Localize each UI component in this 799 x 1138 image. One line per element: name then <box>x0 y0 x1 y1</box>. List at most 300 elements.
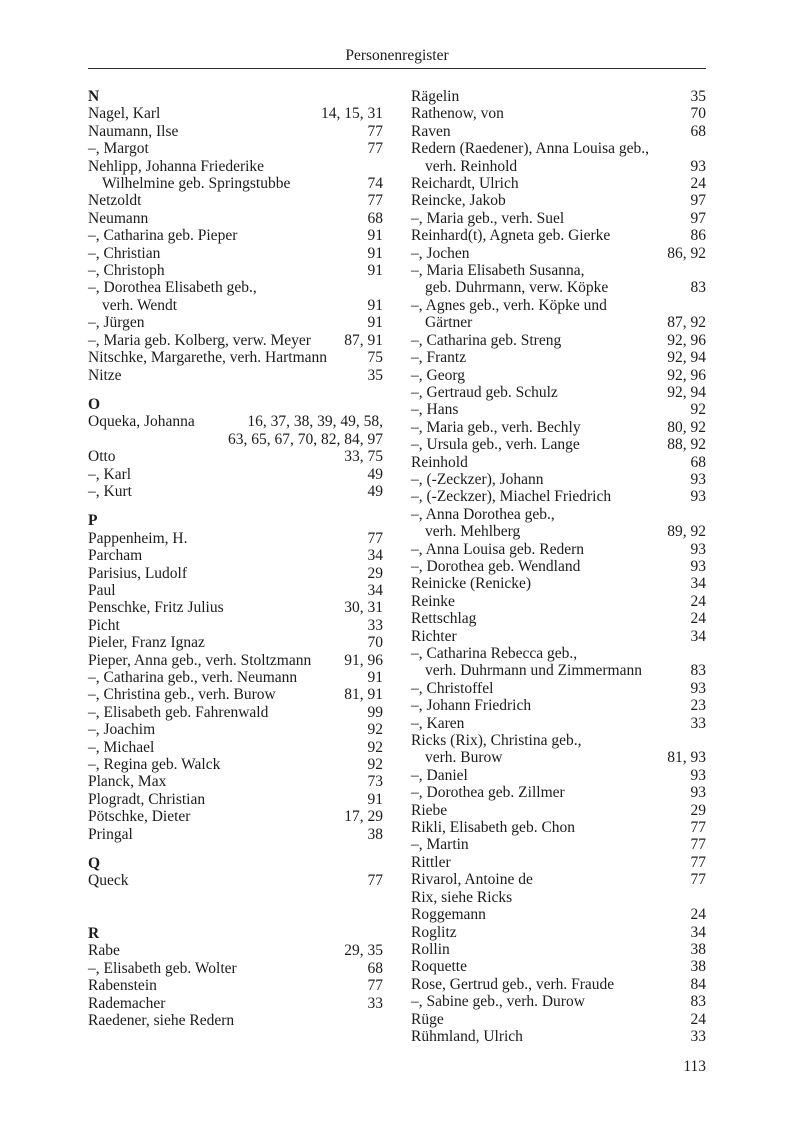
index-entry-line <box>88 262 383 279</box>
entry-pages: 77 <box>690 819 706 837</box>
index-entry-line <box>411 175 706 192</box>
index-entry-line <box>411 645 706 662</box>
entry-name: verh. Wendt <box>102 296 178 314</box>
entry-pages: 87, 91 <box>344 331 383 349</box>
entry-name: Roquette <box>411 958 467 976</box>
entry-name: verh. Burow <box>425 749 503 767</box>
entry-pages: 73 <box>367 773 383 791</box>
index-entry-line <box>88 413 383 430</box>
entry-name: Nagel, Karl <box>88 105 161 123</box>
entry-name: Penschke, Fritz Julius <box>88 599 224 617</box>
index-entry-line <box>88 245 383 262</box>
index-entry-line <box>88 721 383 738</box>
entry-pages: 81, 93 <box>667 749 706 767</box>
entry-name: Reincke, Jakob <box>411 192 506 210</box>
index-entry-line <box>411 836 706 853</box>
index-entry-line <box>88 686 383 703</box>
entry-pages: 70 <box>367 634 383 652</box>
index-entry-line <box>88 158 383 175</box>
entry-name: –, Agnes geb., verh. Köpke und <box>411 296 607 314</box>
entry-pages: 97 <box>690 192 706 210</box>
entry-pages: 91 <box>367 296 383 314</box>
entry-name: Rüge <box>411 1010 444 1028</box>
entry-name: –, Sabine geb., verh. Durow <box>411 993 585 1011</box>
entry-name: –, Dorothea geb. Wendland <box>411 557 581 575</box>
entry-name: –, Joachim <box>88 721 156 739</box>
entry-name: Riebe <box>411 801 448 819</box>
entry-pages: 91 <box>367 669 383 686</box>
index-entry-line <box>88 466 383 483</box>
index-entry-line <box>411 279 706 296</box>
index-entry-line <box>88 547 383 564</box>
entry-name: Nitschke, Margarethe, verh. Hartmann <box>88 349 328 367</box>
entry-pages: 93 <box>690 470 706 488</box>
entry-pages: 33, 75 <box>344 448 383 466</box>
entry-name: Raedener, siehe Redern <box>88 1011 235 1029</box>
entry-name: Rettschlag <box>411 610 477 628</box>
entry-name: Parisius, Ludolf <box>88 564 188 582</box>
entry-name: Rägelin <box>411 88 460 105</box>
index-entry-line <box>88 704 383 721</box>
index-entry-line <box>411 628 706 645</box>
index-column-left <box>88 88 383 1045</box>
entry-name: –, Johann Friedrich <box>411 697 532 715</box>
entry-name: Rix, siehe Ricks <box>411 888 513 906</box>
index-entry-line <box>88 175 383 192</box>
entry-name: –, Anna Louisa geb. Redern <box>411 540 585 558</box>
running-header <box>88 47 706 64</box>
entry-name: verh. Reinhold <box>425 157 518 175</box>
entry-name: Rademacher <box>88 994 166 1012</box>
entry-name: –, Gertraud geb. Schulz <box>411 383 558 401</box>
entry-pages: 83 <box>690 279 706 297</box>
header-rule <box>88 68 706 69</box>
entry-pages: 35 <box>367 366 383 384</box>
entry-pages: 24 <box>690 175 706 193</box>
entry-pages: 34 <box>367 547 383 565</box>
entry-pages: 68 <box>690 453 706 471</box>
entry-pages: 68 <box>367 959 383 977</box>
entry-name: –, Christoffel <box>411 679 494 697</box>
index-entry-line <box>411 749 706 766</box>
entry-pages: 83 <box>690 993 706 1011</box>
entry-name: Rühmland, Ulrich <box>411 1027 523 1045</box>
entry-pages: 92 <box>690 401 706 419</box>
index-entry-line <box>411 1011 706 1028</box>
index-entry-line <box>411 332 706 349</box>
entry-pages: 77 <box>690 871 706 889</box>
entry-pages: 93 <box>690 679 706 697</box>
index-entry-line <box>411 123 706 140</box>
index-entry-line <box>411 419 706 436</box>
entry-name: Reinicke (Renicke) <box>411 575 532 593</box>
index-entry-line <box>411 854 706 871</box>
index-entry-line <box>88 669 383 686</box>
entry-pages: 93 <box>690 784 706 802</box>
entry-name: Pieler, Franz Ignaz <box>88 634 205 652</box>
entry-pages: 92, 96 <box>667 366 706 384</box>
entry-pages: 88, 92 <box>667 436 706 454</box>
index-section <box>88 88 383 384</box>
entry-pages: 93 <box>690 557 706 575</box>
index-entry-line <box>88 192 383 209</box>
index-section <box>88 855 383 890</box>
entry-pages: 68 <box>690 122 706 140</box>
page-heading: Personenregister <box>345 47 449 64</box>
entry-pages: 97 <box>690 209 706 227</box>
entry-pages: 81, 91 <box>344 686 383 704</box>
index-entry-line <box>88 530 383 547</box>
entry-name: Reinhard(t), Agneta geb. Gierke <box>411 227 611 245</box>
entry-name: –, Catharina Rebecca geb., <box>411 645 578 662</box>
entry-name: Roggemann <box>411 906 486 924</box>
entry-name: –, Dorothea Elisabeth geb., <box>88 279 257 297</box>
entry-name: –, Karl <box>88 465 132 483</box>
index-entry-line <box>411 715 706 732</box>
index-entry-line <box>411 245 706 262</box>
index-entry-line <box>88 105 383 122</box>
entry-pages: 99 <box>367 703 383 721</box>
index-entry-line <box>411 192 706 209</box>
index-entry-line <box>88 599 383 616</box>
entry-name: Roglitz <box>411 923 457 941</box>
entry-pages: 92, 94 <box>667 383 706 401</box>
entry-name: Richter <box>411 627 457 645</box>
entry-pages: 14, 15, 31 <box>321 105 383 123</box>
index-entry-line <box>411 1028 706 1045</box>
entry-name: Paul <box>88 581 116 599</box>
entry-pages: 17, 29 <box>344 808 383 826</box>
index-entry-line <box>88 942 383 959</box>
entry-name: Rathenow, von <box>411 105 504 123</box>
index-entry-line <box>411 784 706 801</box>
entry-name: Planck, Max <box>88 773 167 791</box>
entry-name: –, Margot <box>88 140 149 158</box>
entry-pages: 68 <box>367 209 383 227</box>
index-entry-line <box>411 471 706 488</box>
index-section <box>88 512 383 843</box>
index-entry-line <box>88 960 383 977</box>
entry-pages: 29, 35 <box>344 942 383 960</box>
index-entry-line <box>411 384 706 401</box>
index-entry-line <box>411 993 706 1010</box>
entry-name: Redern (Raedener), Anna Louisa geb., <box>411 140 650 158</box>
entry-name: Reinke <box>411 592 455 610</box>
entry-pages: 93 <box>690 540 706 558</box>
entry-pages: 75 <box>367 349 383 367</box>
entry-pages: 77 <box>367 192 383 210</box>
index-entry-line <box>411 732 706 749</box>
entry-name: Nehlipp, Johanna Friederike <box>88 157 265 175</box>
index-entry-line <box>411 941 706 958</box>
entry-name: –, Christoph <box>88 262 165 280</box>
index-entry-line <box>411 297 706 314</box>
entry-pages: 38 <box>690 940 706 958</box>
entry-name: –, Elisabeth geb. Fahrenwald <box>88 703 269 721</box>
entry-name: Gärtner <box>425 314 473 332</box>
entry-name: –, Michael <box>88 738 155 756</box>
entry-pages: 92 <box>367 721 383 739</box>
entry-pages: 35 <box>690 88 706 105</box>
entry-pages: 80, 92 <box>667 418 706 436</box>
index-entry-line <box>88 431 383 448</box>
index-entry-line <box>411 610 706 627</box>
index-entry-line <box>88 210 383 227</box>
entry-name: Oqueka, Johanna <box>88 413 195 431</box>
entry-pages: 24 <box>690 1010 706 1028</box>
entry-name: geb. Duhrmann, verw. Köpke <box>425 279 609 297</box>
entry-pages: 33 <box>690 714 706 732</box>
index-entry-line <box>411 662 706 679</box>
index-entry-line <box>88 791 383 808</box>
index-entry-line <box>411 976 706 993</box>
entry-name: verh. Duhrmann und Zimmermann <box>425 662 642 680</box>
entry-pages: 34 <box>690 923 706 941</box>
index-entry-line <box>411 558 706 575</box>
entry-pages: 33 <box>367 616 383 634</box>
entry-pages: 86 <box>690 227 706 245</box>
section-letter: R <box>88 924 100 942</box>
index-entry-line <box>88 314 383 331</box>
index-entry-line <box>88 756 383 773</box>
entry-name: –, Dorothea geb. Zillmer <box>411 784 565 802</box>
entry-pages: 63, 65, 67, 70, 82, 84, 97 <box>228 430 383 448</box>
entry-name: Parcham <box>88 547 143 565</box>
entry-name: –, Karen <box>411 714 465 732</box>
entry-name: Rabenstein <box>88 977 157 995</box>
index-entry-line <box>88 123 383 140</box>
index-entry-line <box>88 652 383 669</box>
entry-name: Naumann, Ilse <box>88 122 179 140</box>
entry-pages: 83 <box>690 662 706 680</box>
entry-pages: 91 <box>367 790 383 808</box>
entry-pages: 38 <box>690 958 706 976</box>
entry-name: –, Catharina geb. Pieper <box>88 227 238 245</box>
entry-name: –, Georg <box>411 366 465 384</box>
entry-name: Reichardt, Ulrich <box>411 175 519 193</box>
entry-pages: 89, 92 <box>667 523 706 541</box>
index-entry-line <box>411 488 706 505</box>
entry-name: Plogradt, Christian <box>88 790 206 808</box>
entry-name: Queck <box>88 872 129 890</box>
index-entry-line <box>88 565 383 582</box>
entry-pages: 77 <box>690 836 706 854</box>
index-entry-line <box>411 349 706 366</box>
entry-pages: 23 <box>690 697 706 715</box>
entry-name: –, Maria Elisabeth Susanna, <box>411 262 585 280</box>
entry-pages: 34 <box>367 581 383 599</box>
entry-name: Rollin <box>411 940 450 958</box>
entry-name: Rose, Gertrud geb., verh. Fraude <box>411 975 615 993</box>
entry-pages: 49 <box>367 465 383 483</box>
page-number: 113 <box>683 1058 706 1075</box>
index-entry-line <box>88 582 383 599</box>
entry-pages: 24 <box>690 610 706 628</box>
index-entry-line <box>411 889 706 906</box>
entry-pages: 77 <box>367 140 383 158</box>
index-entry-line <box>411 819 706 836</box>
entry-pages: 91 <box>367 314 383 332</box>
entry-name: Netzoldt <box>88 192 142 210</box>
index-entry-line <box>411 367 706 384</box>
index-column-right <box>411 88 706 1045</box>
entry-pages: 77 <box>367 977 383 995</box>
index-entry-line <box>411 871 706 888</box>
entry-pages: 93 <box>690 766 706 784</box>
index-section <box>88 396 383 500</box>
index-entry-line <box>88 349 383 366</box>
entry-pages: 77 <box>690 853 706 871</box>
index-entry-line <box>411 924 706 941</box>
index-entry-line <box>411 767 706 784</box>
section-letter: N <box>88 88 100 105</box>
entry-name: –, Maria geb. Kolberg, verw. Meyer <box>88 331 311 349</box>
entry-name: –, Ursula geb., verh. Lange <box>411 436 580 454</box>
index-entry-line <box>88 448 383 465</box>
index-entry-line <box>88 995 383 1012</box>
entry-name: Pappenheim, H. <box>88 529 188 547</box>
entry-name: Rabe <box>88 942 120 960</box>
entry-pages: 77 <box>367 122 383 140</box>
entry-pages: 33 <box>367 994 383 1012</box>
index-entry-line <box>88 483 383 500</box>
index-entry-line <box>88 773 383 790</box>
index-entry-line <box>411 506 706 523</box>
entry-pages: 77 <box>367 872 383 890</box>
index-entry-line <box>88 367 383 384</box>
entry-pages: 91, 96 <box>344 651 383 669</box>
entry-name: Pringal <box>88 825 133 843</box>
entry-name: –, (-Zeckzer), Johann <box>411 470 544 488</box>
index-entry-line <box>88 279 383 296</box>
index-section <box>88 925 383 1029</box>
index-entry-line <box>88 227 383 244</box>
entry-pages: 29 <box>367 564 383 582</box>
entry-name: Pieper, Anna geb., verh. Stoltzmann <box>88 651 312 669</box>
index-entry-line <box>88 297 383 314</box>
entry-name: Otto <box>88 448 116 466</box>
index-entry-line <box>88 808 383 825</box>
entry-name: Reinhold <box>411 453 468 471</box>
index-entry-line <box>88 826 383 843</box>
entry-pages: 16, 37, 38, 39, 49, 58, <box>247 413 383 431</box>
entry-name: Rikli, Elisabeth geb. Chon <box>411 819 576 837</box>
entry-name: –, Jochen <box>411 244 470 262</box>
entry-pages: 33 <box>690 1027 706 1045</box>
entry-pages: 91 <box>367 244 383 262</box>
entry-pages: 84 <box>690 975 706 993</box>
entry-name: –, Maria geb., verh. Suel <box>411 209 565 227</box>
index-entry-line <box>411 210 706 227</box>
entry-name: –, Daniel <box>411 766 468 784</box>
index-entry-line <box>88 617 383 634</box>
index-entry-line <box>411 697 706 714</box>
entry-pages: 92 <box>367 738 383 756</box>
entry-name: Nitze <box>88 366 122 384</box>
section-letter: O <box>88 395 101 413</box>
index-entry-line <box>411 680 706 697</box>
entry-pages: 92 <box>367 756 383 774</box>
entry-pages: 92, 94 <box>667 349 706 367</box>
entry-name: –, Hans <box>411 401 459 419</box>
entry-pages: 24 <box>690 906 706 924</box>
entry-pages: 87, 92 <box>667 314 706 332</box>
entry-name: Rittler <box>411 853 451 871</box>
entry-name: –, Kurt <box>88 482 132 500</box>
index-entry-line <box>88 977 383 994</box>
entry-name: –, Jürgen <box>88 314 145 332</box>
index-section <box>411 88 706 1045</box>
index-entry-line <box>411 454 706 471</box>
entry-name: Raven <box>411 122 451 140</box>
index-entry-line <box>411 541 706 558</box>
index-entry-line <box>88 739 383 756</box>
index-entry-line <box>411 314 706 331</box>
entry-pages: 34 <box>690 627 706 645</box>
index-entry-line <box>88 1012 383 1029</box>
entry-pages: 29 <box>690 801 706 819</box>
entry-name: –, Christian <box>88 244 161 262</box>
entry-name: –, (-Zeckzer), Miachel Friedrich <box>411 488 612 506</box>
index-entry-line <box>411 88 706 105</box>
section-letter: Q <box>88 855 101 873</box>
entry-pages: 34 <box>690 575 706 593</box>
index-columns <box>88 88 706 1045</box>
entry-name: verh. Mehlberg <box>425 523 521 541</box>
index-entry-line <box>411 906 706 923</box>
entry-name: Pötschke, Dieter <box>88 808 191 826</box>
entry-pages: 86, 92 <box>667 244 706 262</box>
entry-name: Neumann <box>88 209 149 227</box>
index-entry-line <box>411 140 706 157</box>
index-entry-line <box>88 872 383 889</box>
index-entry-line <box>411 802 706 819</box>
entry-pages: 93 <box>690 157 706 175</box>
entry-pages: 91 <box>367 262 383 280</box>
entry-name: –, Christina geb., verh. Burow <box>88 686 276 704</box>
entry-name: –, Frantz <box>411 349 467 367</box>
entry-name: Wilhelmine geb. Springstubbe <box>102 175 291 193</box>
index-entry-line <box>411 575 706 592</box>
entry-pages: 70 <box>690 105 706 123</box>
entry-pages: 38 <box>367 825 383 843</box>
index-entry-line <box>411 958 706 975</box>
index-entry-line <box>411 401 706 418</box>
index-entry-line <box>411 593 706 610</box>
index-entry-line <box>411 523 706 540</box>
entry-pages: 30, 31 <box>344 599 383 617</box>
entry-pages: 77 <box>367 529 383 547</box>
entry-pages: 92, 96 <box>667 331 706 349</box>
entry-pages: 49 <box>367 482 383 500</box>
index-entry-line <box>411 158 706 175</box>
entry-pages: 24 <box>690 592 706 610</box>
entry-name: –, Regina geb. Walck <box>88 756 221 774</box>
entry-name: Ricks (Rix), Christina geb., <box>411 732 582 750</box>
entry-pages: 93 <box>690 488 706 506</box>
entry-name: –, Catharina geb. Streng <box>411 331 562 349</box>
entry-name: –, Maria geb., verh. Bechly <box>411 418 581 436</box>
index-entry-line <box>411 105 706 122</box>
entry-pages: 91 <box>367 227 383 245</box>
index-entry-line <box>88 140 383 157</box>
entry-name: –, Anna Dorothea geb., <box>411 505 555 523</box>
entry-name: –, Catharina geb., verh. Neumann <box>88 669 298 686</box>
entry-name: –, Martin <box>411 836 469 854</box>
index-entry-line <box>88 634 383 651</box>
entry-name: Picht <box>88 616 120 634</box>
entry-name: –, Elisabeth geb. Wolter <box>88 959 237 977</box>
